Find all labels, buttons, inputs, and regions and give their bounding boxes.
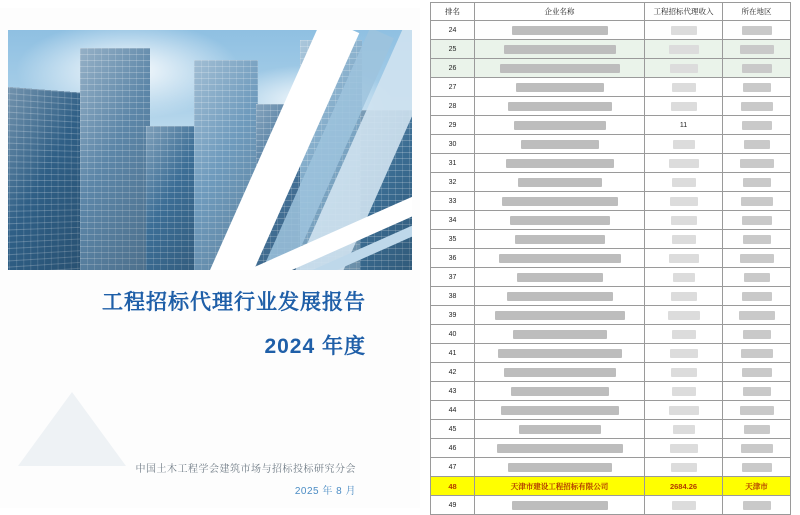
cell-company-name [475,173,645,192]
cell-company-name [475,344,645,363]
cell-rank: 29 [431,116,475,135]
redacted-bar [671,292,697,301]
cell-region [723,420,791,439]
cell-rank: 42 [431,363,475,382]
table-row [431,211,791,230]
redacted-bar [740,159,774,168]
redacted-bar [744,273,770,282]
redacted-bar [741,197,773,206]
table-header-row [431,3,791,21]
cover-organization: 中国土木工程学会建筑市场与招标投标研究分会 [135,464,356,475]
ranking-table [430,2,791,515]
table-row [431,135,791,154]
redacted-bar [673,140,695,149]
redacted-bar [508,463,612,472]
cell-revenue [645,154,723,173]
cell-revenue [645,363,723,382]
cell-revenue [645,40,723,59]
redacted-bar [740,45,774,54]
redacted-bar [742,216,772,225]
cell-region [723,306,791,325]
redacted-bar [743,387,771,396]
redacted-bar [501,406,619,415]
table-row [431,21,791,40]
table-row [431,287,791,306]
cell-region [723,230,791,249]
redacted-bar [510,216,610,225]
cell-rank: 40 [431,325,475,344]
cell-company-name [475,325,645,344]
redacted-bar [671,463,697,472]
redacted-bar [506,159,614,168]
cell-revenue [645,21,723,40]
cell-rank: 39 [431,306,475,325]
redacted-bar [672,83,696,92]
cover-photo-skyscrapers [8,30,412,270]
triangle-watermark [18,392,126,466]
cell-company-name [475,97,645,116]
redacted-bar [669,45,699,54]
cell-region [723,97,791,116]
table-row [431,325,791,344]
redacted-bar [744,425,770,434]
cell-revenue [645,211,723,230]
redacted-bar [512,26,608,35]
redacted-bar [670,197,698,206]
redacted-bar [743,330,771,339]
cell-company-name [475,192,645,211]
cell-company-name [475,382,645,401]
redacted-bar [521,140,599,149]
column-header-company-name: 企业名称 [475,3,645,21]
cell-revenue [645,249,723,268]
cell-revenue [645,135,723,154]
cell-revenue [645,78,723,97]
cover-title: 工程招标代理行业发展报告 [102,291,366,314]
cell-revenue [645,325,723,344]
table-row [431,306,791,325]
redacted-bar [504,45,616,54]
cell-company-name [475,268,645,287]
redacted-bar [512,501,608,510]
cell-rank: 26 [431,59,475,78]
table-row [431,477,791,496]
cell-rank: 43 [431,382,475,401]
redacted-bar [672,387,696,396]
cell-company-name [475,78,645,97]
building-3 [146,126,200,270]
cell-revenue [645,382,723,401]
cell-region [723,78,791,97]
cell-region [723,40,791,59]
cell-revenue [645,173,723,192]
redacted-bar [740,254,774,263]
redacted-bar [672,235,696,244]
redacted-bar [518,178,602,187]
cell-region [723,21,791,40]
table-row [431,40,791,59]
cell-revenue [645,420,723,439]
cell-company-name [475,40,645,59]
cell-rank: 44 [431,401,475,420]
redacted-bar [739,311,775,320]
cell-rank: 41 [431,344,475,363]
cell-company-name: 天津市建设工程招标有限公司 [475,477,645,496]
cell-rank: 35 [431,230,475,249]
cell-region [723,363,791,382]
cell-region [723,59,791,78]
cell-company-name [475,439,645,458]
table-row [431,154,791,173]
cell-rank: 47 [431,458,475,477]
redacted-bar [513,330,607,339]
cell-revenue [645,59,723,78]
cell-revenue [645,496,723,515]
redacted-bar [670,64,698,73]
cell-rank: 28 [431,97,475,116]
cell-revenue [645,458,723,477]
cell-company-name [475,21,645,40]
building-1 [8,86,91,270]
cell-rank: 48 [431,477,475,496]
column-header-region: 所在地区 [723,3,791,21]
table-row [431,344,791,363]
cell-company-name [475,135,645,154]
redacted-bar [742,368,772,377]
cell-region [723,496,791,515]
redacted-bar [744,140,770,149]
redacted-bar [743,501,771,510]
cell-rank: 33 [431,192,475,211]
redacted-bar [671,216,697,225]
building-2 [80,48,150,270]
table-row [431,401,791,420]
redacted-bar [670,444,698,453]
cell-company-name [475,458,645,477]
cell-rank: 34 [431,211,475,230]
cell-rank: 37 [431,268,475,287]
cell-region [723,325,791,344]
cell-region [723,116,791,135]
redacted-bar [502,197,618,206]
table-row [431,78,791,97]
table-row [431,116,791,135]
cell-rank: 25 [431,40,475,59]
redacted-bar [508,102,612,111]
cell-company-name [475,211,645,230]
redacted-bar [740,406,774,415]
cell-company-name [475,287,645,306]
redacted-bar [742,26,772,35]
cell-region [723,268,791,287]
cell-revenue [645,344,723,363]
redacted-bar [668,311,700,320]
cell-company-name [475,306,645,325]
cell-revenue [645,439,723,458]
redacted-bar [498,349,622,358]
table-row [431,192,791,211]
redacted-bar [669,406,699,415]
cell-company-name [475,496,645,515]
cell-region [723,382,791,401]
redacted-bar [497,444,623,453]
redacted-bar [742,463,772,472]
redacted-bar [511,387,609,396]
column-header-rank: 排名 [431,3,475,21]
redacted-bar [741,349,773,358]
cell-region: 天津市 [723,477,791,496]
redacted-bar [519,425,601,434]
cell-revenue: 2684.26 [645,477,723,496]
redacted-bar [504,368,616,377]
cover-year: 2024 年度 [264,335,366,358]
cell-revenue [645,230,723,249]
table-row [431,249,791,268]
table-row [431,230,791,249]
cell-rank: 49 [431,496,475,515]
redacted-bar [515,235,605,244]
redacted-bar [671,26,697,35]
cell-revenue [645,97,723,116]
table-row [431,268,791,287]
cell-rank: 24 [431,21,475,40]
redacted-bar [669,254,699,263]
cell-region [723,401,791,420]
cell-rank: 32 [431,173,475,192]
redacted-bar [669,159,699,168]
ranking-table-page [428,0,800,515]
cell-company-name [475,230,645,249]
redacted-bar [517,273,603,282]
cell-company-name [475,249,645,268]
cell-company-name [475,363,645,382]
cell-rank: 36 [431,249,475,268]
redacted-bar [671,102,697,111]
redacted-bar [673,425,695,434]
cell-region [723,154,791,173]
table-row [431,59,791,78]
redacted-bar [741,102,773,111]
redacted-bar [742,64,772,73]
table-body [431,21,791,515]
redacted-bar [507,292,613,301]
cover-date: 2025 年 8 月 [294,486,356,497]
cell-company-name [475,401,645,420]
cell-company-name [475,154,645,173]
cell-rank: 45 [431,420,475,439]
redacted-bar [743,178,771,187]
cell-region [723,249,791,268]
redacted-bar [516,83,604,92]
cell-region [723,287,791,306]
table-row [431,439,791,458]
redacted-bar [743,235,771,244]
column-header-revenue: 工程招标代理收入 [645,3,723,21]
redacted-bar [671,368,697,377]
cell-region [723,458,791,477]
redacted-bar [673,273,695,282]
redacted-bar [499,254,621,263]
cell-company-name [475,116,645,135]
redacted-bar [672,501,696,510]
cell-region [723,344,791,363]
cell-region [723,439,791,458]
cell-region [723,173,791,192]
cell-region [723,211,791,230]
table-row [431,420,791,439]
table-row [431,496,791,515]
cell-revenue [645,268,723,287]
table-row [431,458,791,477]
cell-rank: 31 [431,154,475,173]
redacted-bar [742,292,772,301]
cell-rank: 27 [431,78,475,97]
cell-revenue [645,287,723,306]
redacted-bar [672,178,696,187]
cell-revenue: 11 [645,116,723,135]
redacted-bar [500,64,620,73]
cell-region [723,135,791,154]
cell-rank: 38 [431,287,475,306]
table-row [431,363,791,382]
cell-region [723,192,791,211]
cell-rank: 46 [431,439,475,458]
redacted-bar [672,330,696,339]
redacted-bar [741,444,773,453]
redacted-bar [495,311,625,320]
cell-revenue [645,306,723,325]
cover-canvas [0,8,420,508]
redacted-bar [670,349,698,358]
table-row [431,97,791,116]
cell-company-name [475,420,645,439]
redacted-bar [514,121,606,130]
cell-revenue [645,401,723,420]
cell-rank: 30 [431,135,475,154]
table-row [431,382,791,401]
cell-company-name [475,59,645,78]
redacted-bar [742,121,772,130]
redacted-bar [743,83,771,92]
table-row [431,173,791,192]
cell-revenue [645,192,723,211]
